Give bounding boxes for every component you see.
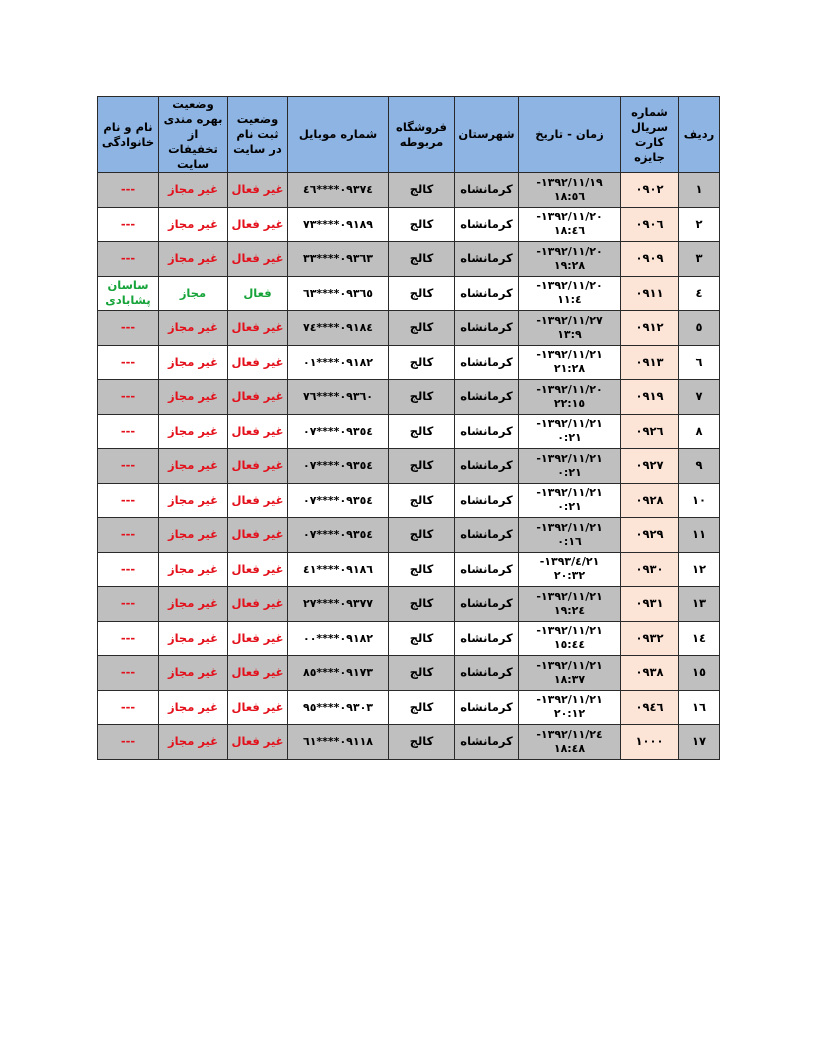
table-row [98,345,720,380]
full-name-cell: --- [98,483,159,518]
mobile-cell: ٠٩١٨٢****٠١ [288,345,389,380]
registration-status-cell: غیر فعال [228,587,288,622]
full-name-cell: --- [98,414,159,449]
registration-status-cell: غیر فعال [228,242,288,277]
table-row [98,276,720,311]
store-cell: کالج [389,207,455,242]
full-name-cell: --- [98,518,159,553]
table-row [98,518,720,553]
city-cell: کرمانشاه [455,483,519,518]
serial-cell: ٠٩٣١ [621,587,679,622]
store-cell: کالج [389,587,455,622]
city-cell: کرمانشاه [455,276,519,311]
mobile-cell: ٠٩١٨٤****٧٤ [288,311,389,346]
row-number-cell: ٩ [679,449,720,484]
row-number-cell: ٤ [679,276,720,311]
serial-cell: ٠٩١٣ [621,345,679,380]
full-name-cell: --- [98,380,159,415]
full-name-cell: --- [98,449,159,484]
header-registration-status: وضعیت ثبت نام در سایت [228,97,288,173]
row-number-cell: ١٦ [679,690,720,725]
discount-status-cell: غیر مجاز [159,207,228,242]
registration-status-cell: غیر فعال [228,656,288,691]
store-cell: کالج [389,518,455,553]
store-cell: کالج [389,173,455,208]
discount-status-cell: غیر مجاز [159,552,228,587]
header-full-name: نام و نام خانوادگی [98,97,159,173]
full-name-cell: --- [98,552,159,587]
mobile-cell: ٠٩٣٧٤****٤٦ [288,173,389,208]
registration-status-cell: غیر فعال [228,311,288,346]
prize-card-table [97,96,720,760]
city-cell: کرمانشاه [455,173,519,208]
serial-cell: ٠٩٤٦ [621,690,679,725]
datetime-cell: ١٣٩٣/٤/٢١- ٢٠:٣٢ [519,552,621,587]
row-number-cell: ١٠ [679,483,720,518]
table-row [98,311,720,346]
registration-status-cell: غیر فعال [228,207,288,242]
table-row [98,380,720,415]
discount-status-cell: غیر مجاز [159,587,228,622]
full-name-cell: --- [98,621,159,656]
row-number-cell: ١ [679,173,720,208]
datetime-cell: ١٣٩٢/١١/٢١- ١٨:٣٧ [519,656,621,691]
discount-status-cell: غیر مجاز [159,449,228,484]
datetime-cell: ١٣٩٢/١١/٢١- ٢٠:١٢ [519,690,621,725]
full-name-cell: --- [98,242,159,277]
mobile-cell: ٠٩٣٧٧****٢٧ [288,587,389,622]
mobile-cell: ٠٩٣٥٤****٠٧ [288,449,389,484]
store-cell: کالج [389,242,455,277]
serial-cell: ٠٩٣٢ [621,621,679,656]
table-row [98,552,720,587]
table-row [98,242,720,277]
registration-status-cell: غیر فعال [228,621,288,656]
table-row [98,656,720,691]
row-number-cell: ١٢ [679,552,720,587]
header-row [98,97,720,173]
city-cell: کرمانشاه [455,518,519,553]
serial-cell: ٠٩١٢ [621,311,679,346]
datetime-cell: ١٣٩٢/١١/٢١- ٠:١٦ [519,518,621,553]
store-cell: کالج [389,345,455,380]
city-cell: کرمانشاه [455,345,519,380]
table-row [98,725,720,760]
registration-status-cell: غیر فعال [228,345,288,380]
datetime-cell: ١٣٩٢/١١/٢١- ٠:٢١ [519,449,621,484]
row-number-cell: ٢ [679,207,720,242]
discount-status-cell: غیر مجاز [159,414,228,449]
row-number-cell: ١٣ [679,587,720,622]
registration-status-cell: فعال [228,276,288,311]
discount-status-cell: غیر مجاز [159,621,228,656]
discount-status-cell: غیر مجاز [159,725,228,760]
datetime-cell: ١٣٩٢/١١/٢٤- ١٨:٤٨ [519,725,621,760]
store-cell: کالج [389,449,455,484]
mobile-cell: ٠٩٣٦٠****٧٦ [288,380,389,415]
mobile-cell: ٠٩١٨٢****٠٠ [288,621,389,656]
city-cell: کرمانشاه [455,725,519,760]
discount-status-cell: غیر مجاز [159,380,228,415]
row-number-cell: ٥ [679,311,720,346]
registration-status-cell: غیر فعال [228,725,288,760]
store-cell: کالج [389,311,455,346]
table-body [98,173,720,760]
serial-cell: ٠٩٣٨ [621,656,679,691]
serial-cell: ٠٩٢٩ [621,518,679,553]
full-name-cell: --- [98,345,159,380]
datetime-cell: ١٣٩٢/١١/٢١- ٠:٢١ [519,414,621,449]
discount-status-cell: غیر مجاز [159,311,228,346]
discount-status-cell: غیر مجاز [159,690,228,725]
serial-cell: ٠٩٢٧ [621,449,679,484]
datetime-cell: ١٣٩٢/١١/٢٠- ١٩:٢٨ [519,242,621,277]
registration-status-cell: غیر فعال [228,380,288,415]
table-row [98,690,720,725]
registration-status-cell: غیر فعال [228,483,288,518]
registration-status-cell: غیر فعال [228,552,288,587]
registration-status-cell: غیر فعال [228,690,288,725]
discount-status-cell: غیر مجاز [159,173,228,208]
datetime-cell: ١٣٩٢/١١/٢٠- ١١:٤ [519,276,621,311]
store-cell: کالج [389,276,455,311]
header-serial: شماره سریال کارت جایزه [621,97,679,173]
discount-status-cell: غیر مجاز [159,242,228,277]
serial-cell: ٠٩٢٦ [621,414,679,449]
mobile-cell: ٠٩١٨٩****٧٣ [288,207,389,242]
city-cell: کرمانشاه [455,587,519,622]
mobile-cell: ٠٩٣٠٣****٩٥ [288,690,389,725]
header-datetime: زمان - تاریخ [519,97,621,173]
datetime-cell: ١٣٩٢/١١/١٩- ١٨:٥٦ [519,173,621,208]
city-cell: کرمانشاه [455,690,519,725]
full-name-cell: --- [98,207,159,242]
discount-status-cell: غیر مجاز [159,518,228,553]
datetime-cell: ١٣٩٢/١١/٢١- ٢١:٢٨ [519,345,621,380]
datetime-cell: ١٣٩٢/١١/٢٠- ٢٢:١٥ [519,380,621,415]
registration-status-cell: غیر فعال [228,518,288,553]
city-cell: کرمانشاه [455,242,519,277]
registration-status-cell: غیر فعال [228,449,288,484]
row-number-cell: ١٤ [679,621,720,656]
table-row [98,449,720,484]
table-header [98,97,720,173]
city-cell: کرمانشاه [455,380,519,415]
city-cell: کرمانشاه [455,449,519,484]
full-name-cell: --- [98,173,159,208]
full-name-cell: ساسان پشابادی [98,276,159,311]
mobile-cell: ٠٩٣٥٤****٠٧ [288,483,389,518]
serial-cell: ٠٩٢٨ [621,483,679,518]
serial-cell: ٠٩١١ [621,276,679,311]
datetime-cell: ١٣٩٢/١١/٢٠- ١٨:٤٦ [519,207,621,242]
serial-cell: ٠٩٠٩ [621,242,679,277]
header-city: شهرستان [455,97,519,173]
discount-status-cell: مجاز [159,276,228,311]
mobile-cell: ٠٩١٨٦****٤١ [288,552,389,587]
city-cell: کرمانشاه [455,621,519,656]
row-number-cell: ٧ [679,380,720,415]
city-cell: کرمانشاه [455,414,519,449]
store-cell: کالج [389,414,455,449]
header-store: فروشگاه مربوطه [389,97,455,173]
store-cell: کالج [389,656,455,691]
mobile-cell: ٠٩٣٥٤****٠٧ [288,414,389,449]
full-name-cell: --- [98,725,159,760]
discount-status-cell: غیر مجاز [159,345,228,380]
serial-cell: ٠٩٠٢ [621,173,679,208]
store-cell: کالج [389,621,455,656]
mobile-cell: ٠٩٣٥٤****٠٧ [288,518,389,553]
table-row [98,173,720,208]
mobile-cell: ٠٩١١٨****٦١ [288,725,389,760]
full-name-cell: --- [98,690,159,725]
table-row [98,621,720,656]
datetime-cell: ١٣٩٢/١١/٢١- ١٩:٢٤ [519,587,621,622]
store-cell: کالج [389,690,455,725]
row-number-cell: ٣ [679,242,720,277]
serial-cell: ١٠٠٠ [621,725,679,760]
serial-cell: ٠٩٣٠ [621,552,679,587]
row-number-cell: ٦ [679,345,720,380]
row-number-cell: ٨ [679,414,720,449]
table-row [98,207,720,242]
city-cell: کرمانشاه [455,207,519,242]
city-cell: کرمانشاه [455,656,519,691]
header-discount-status: وضعیت بهره مندی از تخفیفات سایت [159,97,228,173]
city-cell: کرمانشاه [455,311,519,346]
store-cell: کالج [389,725,455,760]
serial-cell: ٠٩٠٦ [621,207,679,242]
full-name-cell: --- [98,311,159,346]
registration-status-cell: غیر فعال [228,173,288,208]
header-mobile: شماره موبایل [288,97,389,173]
store-cell: کالج [389,380,455,415]
table-row [98,483,720,518]
row-number-cell: ١٧ [679,725,720,760]
datetime-cell: ١٣٩٢/١١/٢١- ١٥:٤٤ [519,621,621,656]
header-row-number: ردیف [679,97,720,173]
discount-status-cell: غیر مجاز [159,656,228,691]
full-name-cell: --- [98,656,159,691]
registration-status-cell: غیر فعال [228,414,288,449]
store-cell: کالج [389,483,455,518]
mobile-cell: ٠٩٣٦٥****٦٣ [288,276,389,311]
discount-status-cell: غیر مجاز [159,483,228,518]
table-row [98,414,720,449]
winners-report-sheet [97,96,719,760]
row-number-cell: ١١ [679,518,720,553]
city-cell: کرمانشاه [455,552,519,587]
table-row [98,587,720,622]
datetime-cell: ١٣٩٢/١١/٢٧- ١٣:٩ [519,311,621,346]
mobile-cell: ٠٩٣٦٣****٣٣ [288,242,389,277]
serial-cell: ٠٩١٩ [621,380,679,415]
mobile-cell: ٠٩١٧٣****٨٥ [288,656,389,691]
row-number-cell: ١٥ [679,656,720,691]
store-cell: کالج [389,552,455,587]
datetime-cell: ١٣٩٢/١١/٢١- ٠:٢١ [519,483,621,518]
full-name-cell: --- [98,587,159,622]
